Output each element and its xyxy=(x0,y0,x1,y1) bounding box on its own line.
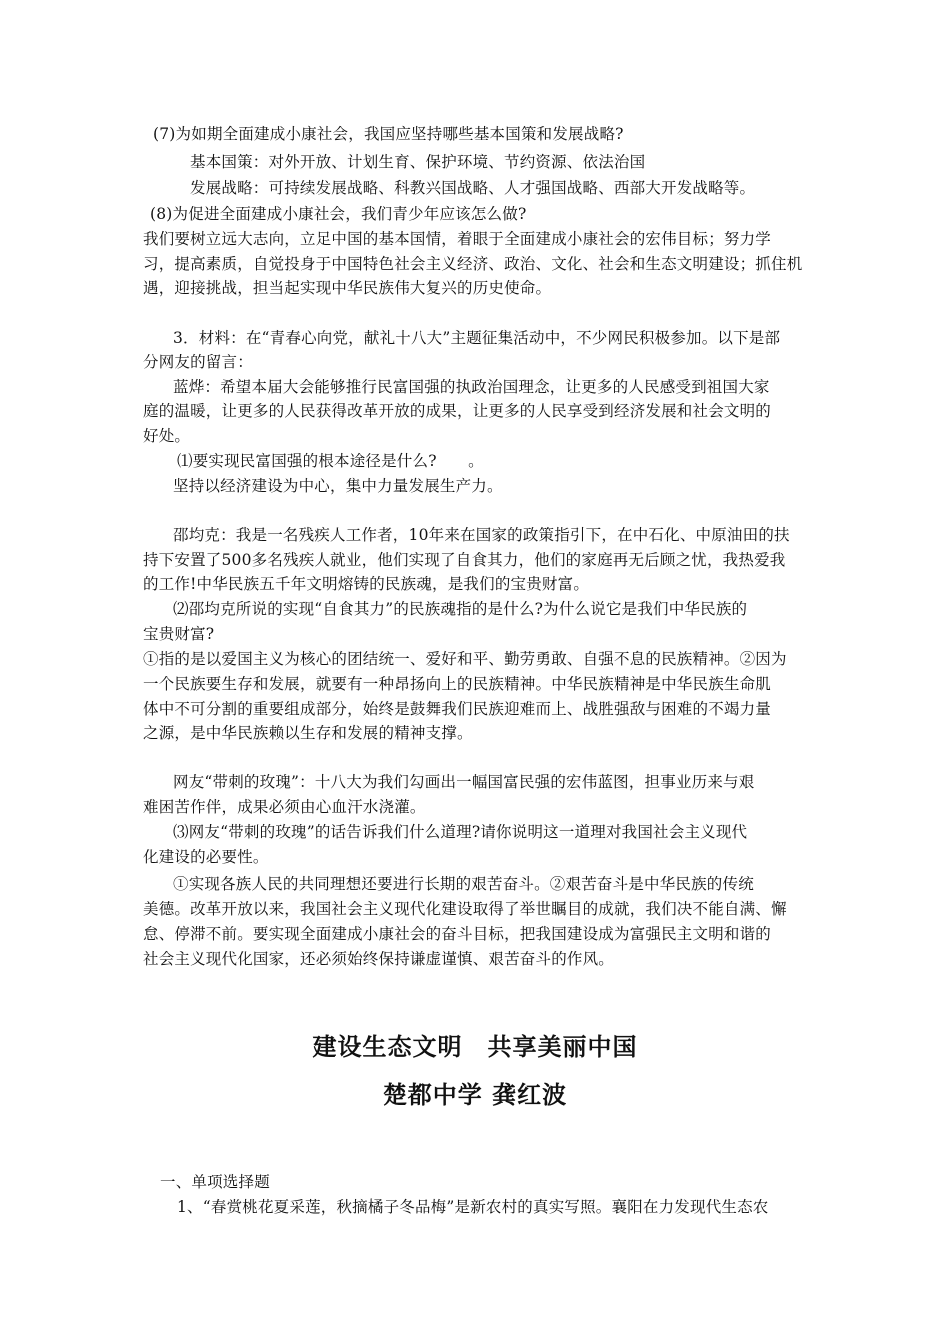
section-heading: 一、单项选择题 xyxy=(160,1173,270,1191)
shao-message-line: 的工作!中华民族五千年文明熔铸的民族魂，是我们的宝贵财富。 xyxy=(143,575,590,593)
rose-message-line: 网友“带刺的玫瑰”：十八大为我们勾画出一幅国富民强的宏伟蓝图，担事业历来与艰 xyxy=(173,773,755,791)
q3-intro-line: 3．材料：在“青春心向党，献礼十八大”主题征集活动中，不少网民积极参加。以下是部 xyxy=(173,329,781,347)
sub-answer-2-line: 体中不可分割的重要组成部分，始终是鼓舞我们民族迎难而上、战胜强敌与困难的不竭力量 xyxy=(143,700,772,718)
lanye-message-line: 蓝烨：希望本届大会能够推行民富国强的执政治国理念，让更多的人民感受到祖国大家 xyxy=(173,378,770,396)
sub-question-2: ⑵邵均克所说的实现“自食其力”的民族魂指的是什么?为什么说它是我们中华民族的 xyxy=(173,600,748,618)
sub-answer-1: 坚持以经济建设为中心，集中力量发展生产力。 xyxy=(173,477,503,495)
sub-answer-3-line: ①实现各族人民的共同理想还要进行长期的艰苦奋斗。②艰苦奋斗是中华民族的传统 xyxy=(173,875,754,893)
section-title: 建设生态文明 共享美丽中国 xyxy=(312,1033,638,1061)
q7-strategies: 发展战略：可持续发展战略、科教兴国战略、人才强国战略、西部大开发战略等。 xyxy=(190,179,756,197)
q8-answer-line: 习，提高素质，自觉投身于中国特色社会主义经济、政治、文化、社会和生态文明建设；抓住机 xyxy=(143,255,803,273)
shao-message-line: 持下安置了500多名残疾人就业，他们实现了自食其力，他们的家庭再无后顾之忧，我热爱我 xyxy=(143,551,786,569)
q8-answer-line: 遇，迎接挑战，担当起实现中华民族伟大复兴的历史使命。 xyxy=(143,279,552,297)
sub-question-3: ⑶网友“带刺的玫瑰”的话告诉我们什么道理?请你说明这一道理对我国社会主义现代 xyxy=(173,823,748,841)
author-line: 楚都中学 龚红波 xyxy=(382,1081,568,1109)
q8-answer-line: 我们要树立远大志向，立足中国的基本国情，着眼于全面建成小康社会的宏伟目标；努力学 xyxy=(143,230,772,248)
rose-message-line: 难困苦作伴，成果必须由心血汗水浇灌。 xyxy=(143,798,426,816)
sub-answer-2-line: ①指的是以爱国主义为核心的团结统一、爱好和平、勤劳勇敢、自强不息的民族精神。②因为 xyxy=(143,650,787,668)
q3-intro-line: 分网友的留言： xyxy=(143,353,253,371)
lanye-message-line: 好处。 xyxy=(143,427,191,445)
sub-question-1: ⑴要实现民富国强的根本途径是什么? 。 xyxy=(177,452,484,470)
sub-answer-3-line: 社会主义现代化国家，还必须始终保持谦虚谨慎、艰苦奋斗的作风。 xyxy=(143,950,615,968)
shao-message-line: 邵均克：我是一名残疾人工作者，10年来在国家的政策指引下，在中石化、中原油田的扶 xyxy=(173,526,790,544)
sub-answer-3-line: 怠、停滞不前。要实现全面建成小康社会的奋斗目标，把我国建设成为富强民主文明和谐的 xyxy=(143,925,772,943)
sub-question-3: 化建设的必要性。 xyxy=(143,848,269,866)
question-1: 1、“春赏桃花夏采莲，秋摘橘子冬品梅”是新农村的真实写照。襄阳在力发现代生态农 xyxy=(177,1198,769,1216)
sub-answer-2-line: 之源，是中华民族赖以生存和发展的精神支撑。 xyxy=(143,724,473,742)
sub-question-2: 宝贵财富? xyxy=(143,625,215,643)
question-7: (7)为如期全面建成小康社会，我国应坚持哪些基本国策和发展战略? xyxy=(153,125,624,143)
q7-basic-policies: 基本国策：对外开放、计划生育、保护环境、节约资源、依法治国 xyxy=(190,153,646,171)
sub-answer-2-line: 一个民族要生存和发展，就要有一种昂扬向上的民族精神。中华民族精神是中华民族生命肌 xyxy=(143,675,772,693)
question-8: (8)为促进全面建成小康社会，我们青少年应该怎么做? xyxy=(150,205,527,223)
lanye-message-line: 庭的温暖，让更多的人民获得改革开放的成果，让更多的人民享受到经济发展和社会文明的 xyxy=(143,402,772,420)
sub-answer-3-line: 美德。改革开放以来，我国社会主义现代化建设取得了举世瞩目的成就，我们决不能自满、懈 xyxy=(143,900,787,918)
